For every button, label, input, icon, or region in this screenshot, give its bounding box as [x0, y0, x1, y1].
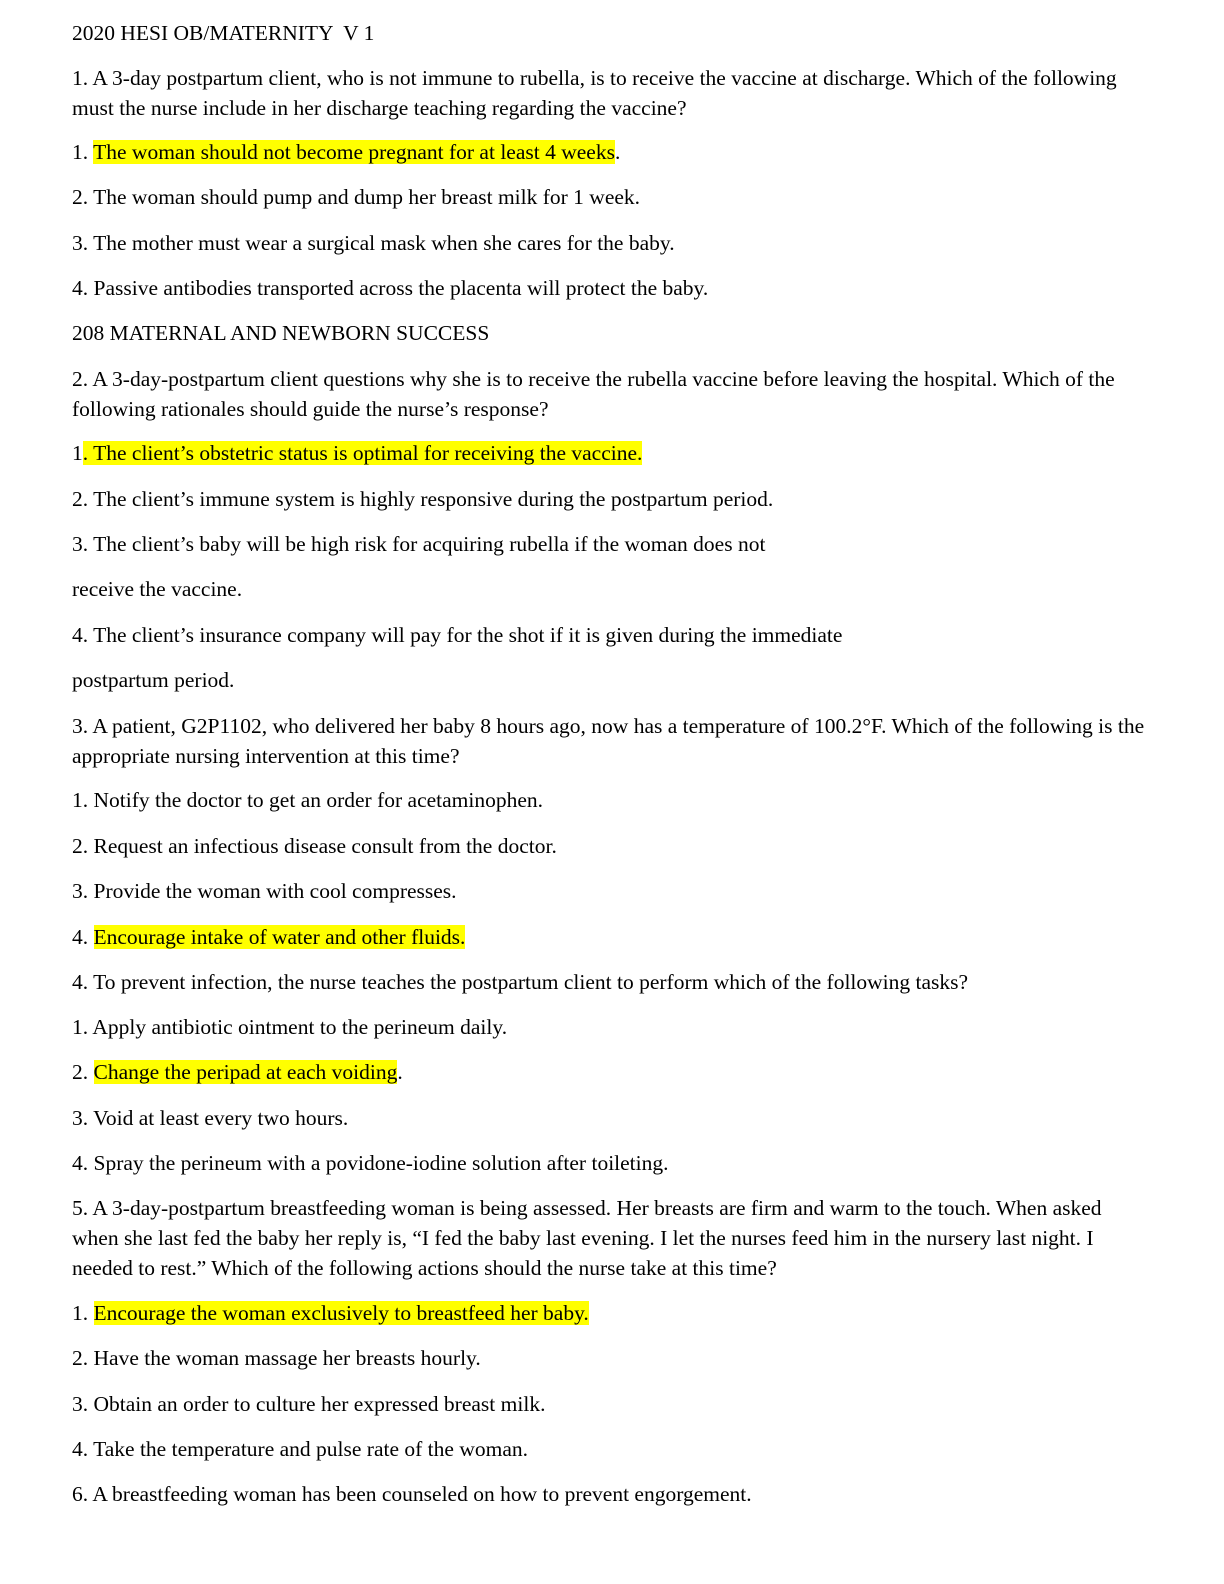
question-5-answer-1 [72, 1298, 1152, 1328]
question-3-answer-2: 2. Request an infectious disease consult from the doctor. [72, 834, 557, 858]
question-1-stem: 1. A 3-day postpartum client, who is not immune to rubella, is to receive the vaccine at discharge. Which of the following must the nurse include in her discharge teaching regarding the vaccine? [72, 66, 1123, 120]
question-2-answer-3-line-2: receive the vaccine. [72, 577, 243, 601]
question-5-stem: 5. A 3-day-postpartum breastfeeding woman is being assessed. Her breasts are firm and warm to the touch. When asked when she last fed the baby her reply is, “I fed the baby last evening. I let the nurses feed him in the nursery last night. I needed to rest.” Which of the following actions should the nurse take at this time? [72, 1196, 1107, 1280]
question-2-answer-2: 2. The client’s immune system is highly responsive during the postpartum period. [72, 487, 774, 511]
question-3-answer-4 [72, 922, 1152, 952]
answer-number: 2. [72, 1060, 94, 1084]
question-4-stem: 4. To prevent infection, the nurse teaches the postpartum client to perform which of the following tasks? [72, 970, 969, 994]
answer-punctuation: . [614, 140, 621, 164]
highlighted-correct-answer: Encourage intake of water and other fluids. [93, 925, 466, 949]
question-4-answer-3: 3. Void at least every two hours. [72, 1106, 349, 1130]
question-2-answer-1 [72, 438, 1152, 468]
answer-punctuation: . [397, 1060, 403, 1084]
question-4-answer-1: 1. Apply antibiotic ointment to the perineum daily. [72, 1015, 508, 1039]
question-4-answer-2 [72, 1057, 1152, 1087]
question-2-stem: 2. A 3-day-postpartum client questions why she is to receive the rubella vaccine before leaving the hospital. Which of the following rationales should guide the nurse’s response? [72, 367, 1121, 421]
question-6-stem: 6. A breastfeeding woman has been counseled on how to prevent engorgement. [72, 1482, 752, 1506]
question-3-answer-3: 3. Provide the woman with cool compresses. [72, 879, 457, 903]
question-5-answer-4: 4. Take the temperature and pulse rate of the woman. [72, 1437, 528, 1461]
highlighted-correct-answer: Encourage the woman exclusively to breastfeed her baby. [93, 1301, 589, 1325]
question-1-answer-1 [72, 137, 1152, 167]
question-2-answer-3-line-1: 3. The client’s baby will be high risk for acquiring rubella if the woman does not [72, 532, 766, 556]
question-5-answer-3: 3. Obtain an order to culture her expressed breast milk. [72, 1392, 546, 1416]
answer-number: 1. [72, 140, 94, 164]
highlighted-correct-answer: The woman should not become pregnant for at least 4 weeks [93, 140, 615, 164]
question-2-answer-4-line-2: postpartum period. [72, 668, 235, 692]
question-5-answer-2: 2. Have the woman massage her breasts hourly. [72, 1346, 481, 1370]
answer-number: 4. [72, 925, 94, 949]
question-1-answer-4: 4. Passive antibodies transported across the placenta will protect the baby. [72, 276, 709, 300]
highlighted-correct-answer: . The client’s obstetric status is optimal for receiving the vaccine. [82, 441, 643, 465]
highlighted-correct-answer: Change the peripad at each voiding [93, 1060, 398, 1084]
question-2-answer-4-line-1: 4. The client’s insurance company will pay for the shot if it is given during the immediate [72, 623, 843, 647]
question-1-answer-2: 2. The woman should pump and dump her breast milk for 1 week. [72, 185, 641, 209]
answer-number: 1 [72, 441, 83, 465]
question-3-answer-1: 1. Notify the doctor to get an order for acetaminophen. [72, 788, 544, 812]
answer-number: 1. [72, 1301, 94, 1325]
question-1-answer-3: 3. The mother must wear a surgical mask when she cares for the baby. [72, 231, 675, 255]
question-4-answer-4: 4. Spray the perineum with a povidone-iodine solution after toileting. [72, 1151, 669, 1175]
question-3-stem: 3. A patient, G2P1102, who delivered her baby 8 hours ago, now has a temperature of 100.2°F. Which of the following is the appropriate nursing intervention at this time? [72, 714, 1150, 768]
section-header: 208 MATERNAL AND NEWBORN SUCCESS [72, 321, 490, 345]
document-title: 2020 HESI OB/MATERNITY V 1 [72, 21, 375, 45]
